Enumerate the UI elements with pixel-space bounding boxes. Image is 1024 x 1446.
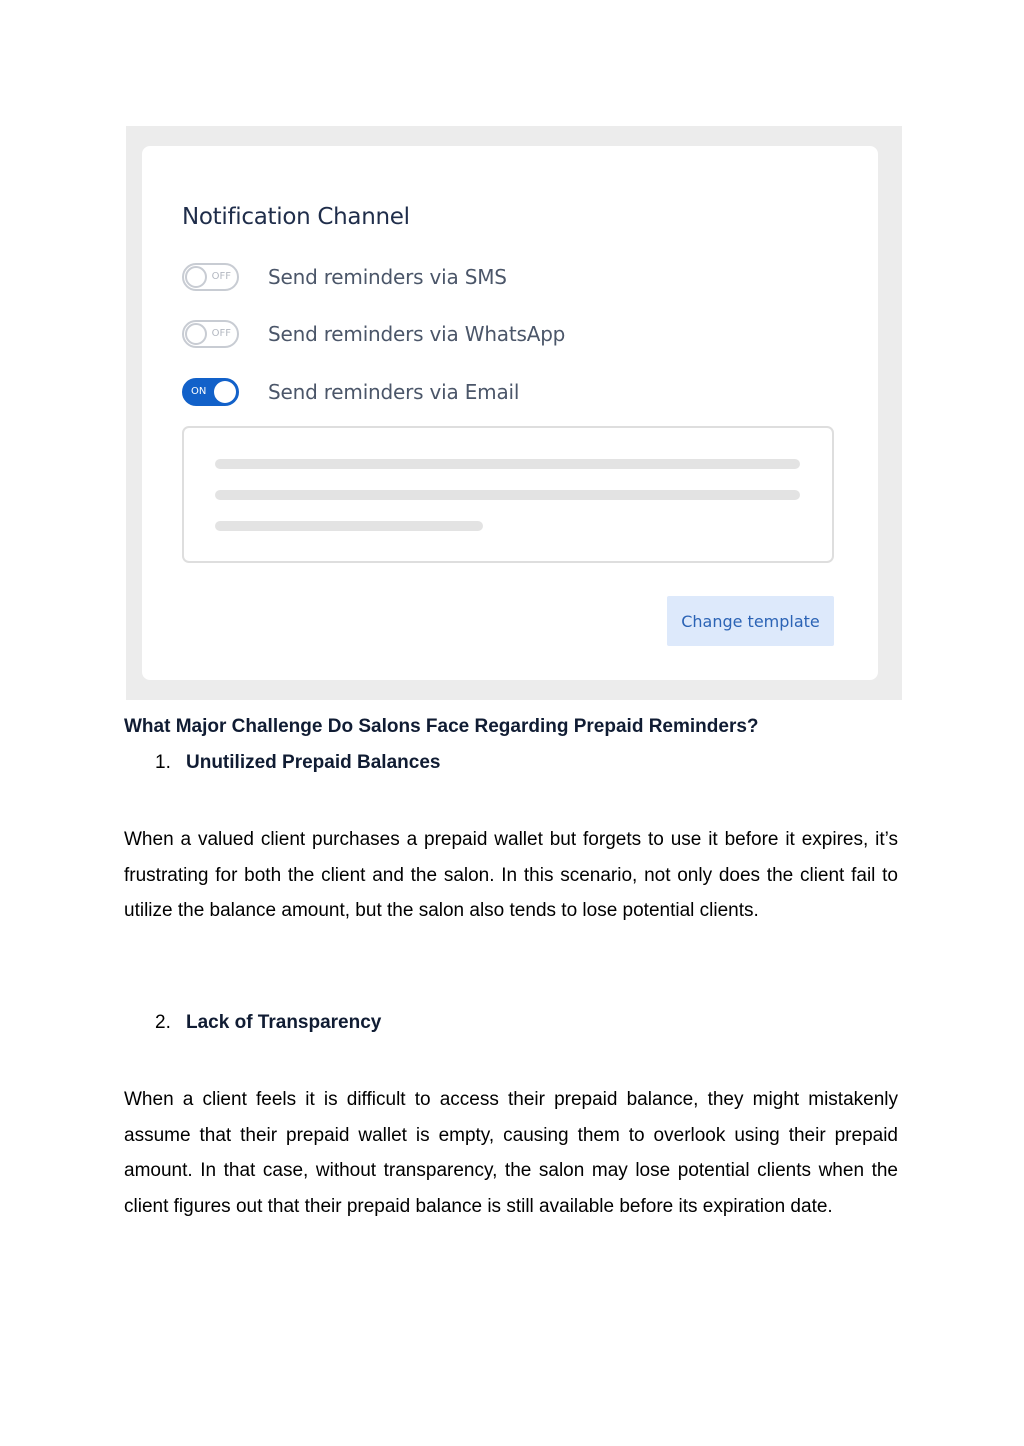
notification-channel-card	[142, 146, 878, 680]
placeholder-line	[215, 459, 800, 469]
list-number: 1.	[155, 752, 171, 773]
sms-reminder-row[interactable]	[182, 263, 507, 291]
email-toggle[interactable]	[182, 378, 239, 406]
email-reminder-label: Send reminders via Email	[268, 380, 520, 404]
list-item-1-heading	[155, 752, 440, 774]
paragraph-lack-of-transparency: When a client feels it is difficult to access their prepaid balance, they might mistakenly assume that their prepaid wallet is empty, causing them to overlook using their prepaid amount. In that case, without transparency, the salon may lose potential clients when the client figures out that their prepaid balance is still available before its expiration date.	[124, 1089, 898, 1217]
whatsapp-reminder-label: Send reminders via WhatsApp	[268, 322, 566, 346]
toggle-state-text: ON	[191, 386, 207, 397]
list-item-2-heading	[155, 1012, 381, 1034]
email-reminder-row[interactable]	[182, 378, 519, 406]
template-preview-box	[182, 426, 834, 563]
notification-settings-figure	[126, 126, 902, 700]
list-number: 2.	[155, 1012, 171, 1033]
sms-reminder-label: Send reminders via SMS	[268, 265, 507, 289]
sms-toggle[interactable]	[182, 263, 239, 291]
paragraph-unutilized-balances: When a valued client purchases a prepaid wallet but forgets to use it before it expires, it’s frustrating for both the client and the salon. In this scenario, not only does the client fail to utilize the balance amount, but the salon also tends to lose potential clients.	[124, 829, 898, 921]
whatsapp-toggle[interactable]	[182, 320, 239, 348]
toggle-knob	[214, 381, 236, 403]
section-heading: What Major Challenge Do Salons Face Regarding Prepaid Reminders?	[124, 716, 759, 737]
toggle-knob	[185, 323, 207, 345]
list-item-title: Lack of Transparency	[186, 1012, 382, 1033]
placeholder-line	[215, 490, 800, 500]
toggle-state-text: OFF	[211, 271, 231, 282]
card-title: Notification Channel	[182, 204, 410, 230]
list-item-title: Unutilized Prepaid Balances	[186, 752, 441, 773]
change-template-button[interactable]: Change template	[667, 596, 834, 646]
toggle-knob	[185, 266, 207, 288]
toggle-state-text: OFF	[211, 328, 231, 339]
placeholder-line	[215, 521, 483, 531]
whatsapp-reminder-row[interactable]	[182, 320, 565, 348]
